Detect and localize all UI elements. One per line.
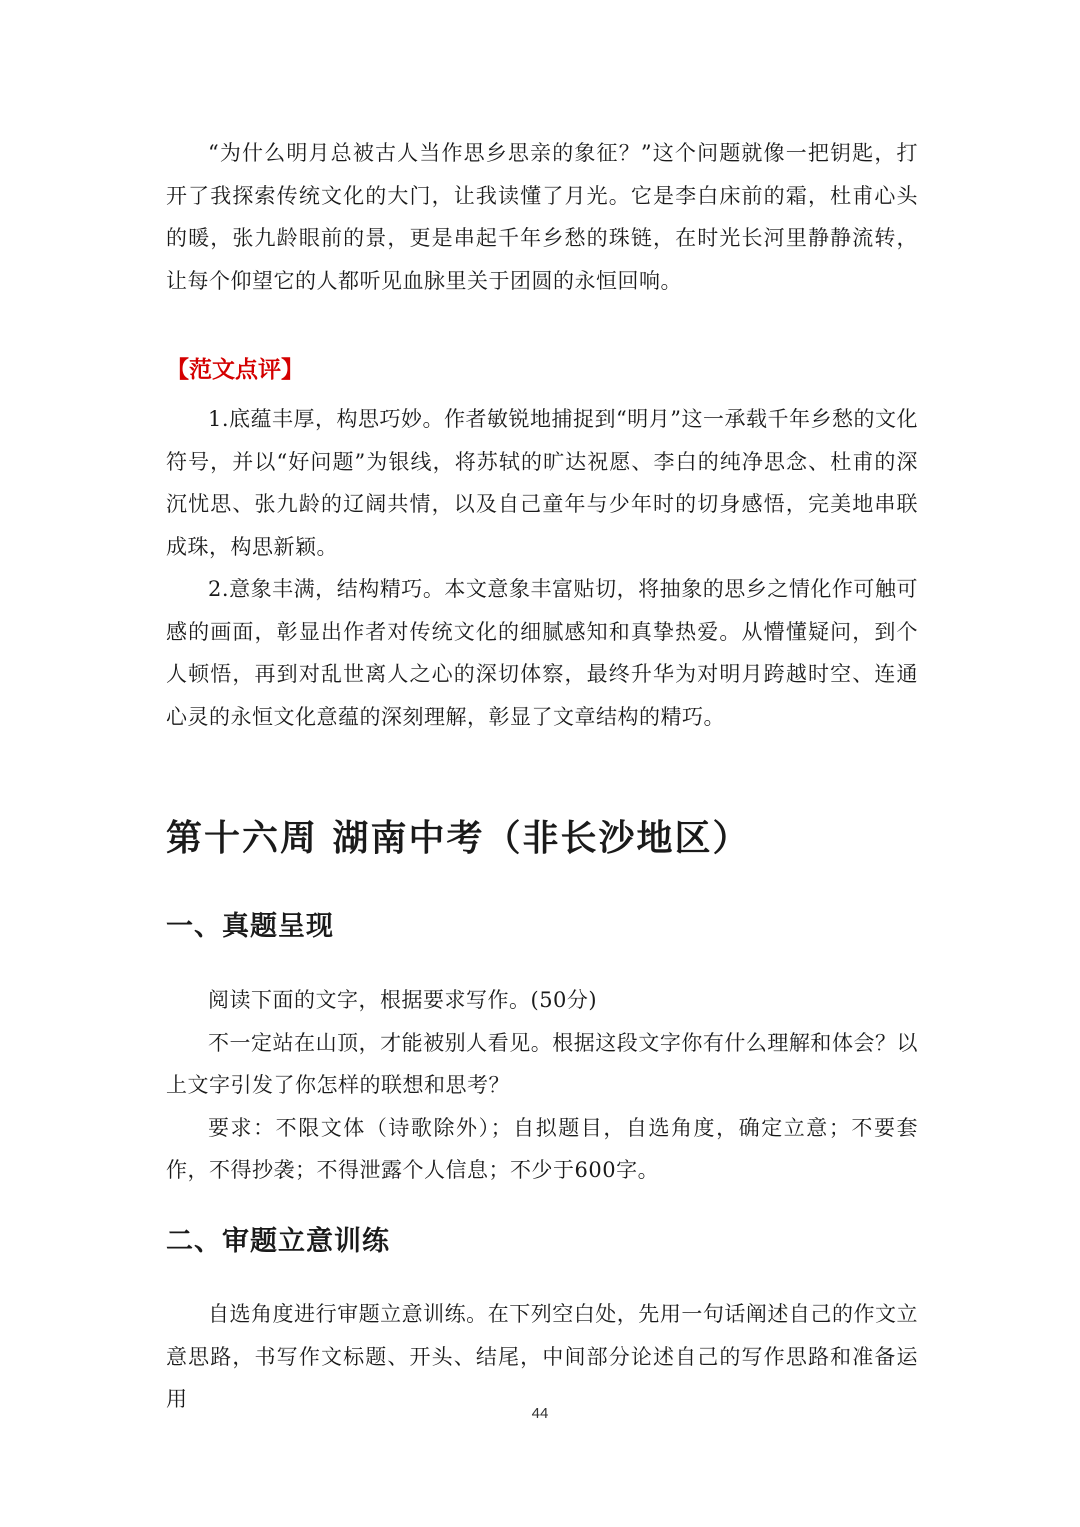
- section-1-paragraph-1: 阅读下面的文字，根据要求写作。(50分): [208, 988, 598, 1012]
- section-2-body: [166, 1293, 918, 1421]
- section-1-title: 一、真题呈现: [166, 911, 334, 942]
- review-section: [166, 350, 918, 390]
- week-title: 第十六周 湖南中考（非长沙地区）: [166, 818, 751, 859]
- page-number: 44: [531, 1405, 549, 1422]
- section-2-title: 二、审题立意训练: [166, 1226, 390, 1257]
- essay-ending-paragraph: “为什么明月总被古人当作思乡思亲的象征？”这个问题就像一把钥匙，打开了我探索传统文化的大门，让我读懂了月光。它是李白床前的霜，杜甫心头的暖，张九龄眼前的景，更是串起千年乡愁的珠链，在时光长河里静静流转，让每个仰望它的人都听见血脉里关于团圆的永恒回响。: [166, 141, 918, 293]
- section-2: [166, 1222, 918, 1262]
- review-point-2: 2.意象丰满，结构精巧。本文意象丰富贴切，将抽象的思乡之情化作可触可感的画面，彰显出作者对传统文化的细腻感知和真挚热爱。从懵懂疑问，到个人顿悟，再到对乱世离人之心的深切体察，最终升华为对明月跨越时空、连通心灵的永恒文化意蕴的深刻理解，彰显了文章结构的精巧。: [166, 577, 918, 729]
- review-point-1: 1.底蕴丰厚，构思巧妙。作者敏锐地捕捉到“明月”这一承载千年乡愁的文化符号，并以“好问题”为银线，将苏轼的旷达祝愿、李白的纯净思念、杜甫的深沉忧思、张九龄的辽阔共情，以及自己童年与少年时的切身感悟，完美地串联成珠，构思新颖。: [166, 407, 919, 559]
- section-1-body: [166, 979, 918, 1192]
- week-heading: [166, 814, 918, 864]
- section-1-paragraph-3: 要求：不限文体（诗歌除外）；自拟题目，自选角度，确定立意；不要套作，不得抄袭；不得泄露个人信息；不少于600字。: [166, 1115, 918, 1182]
- section-1-paragraph-2: 不一定站在山顶，才能被别人看见。根据这段文字你有什么理解和体会？以上文字引发了你怎样的联想和思考？: [166, 1030, 918, 1097]
- section-2-paragraph: 自选角度进行审题立意训练。在下列空白处，先用一句话阐述自己的作文立意思路，书写作文标题、开头、结尾，中间部分论述自己的写作思路和准备运用: [166, 1302, 918, 1411]
- review-heading: 【范文点评】: [166, 357, 304, 383]
- section-1: [166, 907, 918, 947]
- essay-ending: [166, 132, 918, 302]
- review-points: [166, 398, 918, 738]
